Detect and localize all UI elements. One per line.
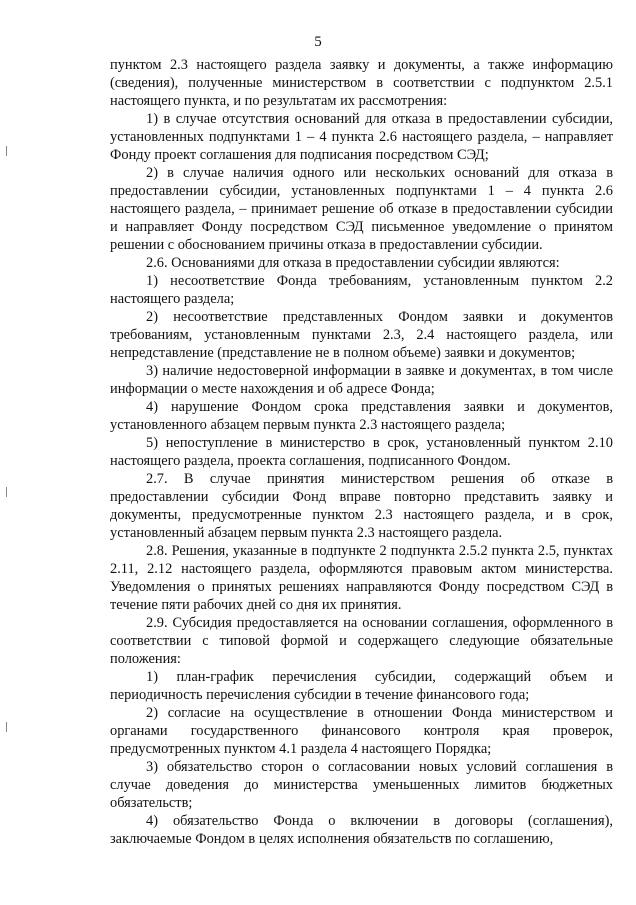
paragraph: 2) в случае наличия одного или нескольких оснований для отказа в предоставлении субсидии, установленных подпунктами 1 – 4 пункта 2.6 настоящего раздела, – принимает решение об отказе в предоставлении субсидии и направляет Фонду посредством СЭД письменное уведомление о принятом решении с обоснованием причины отказа в предоставлении субсидии.: [110, 165, 613, 253]
paragraph: 2) согласие на осуществление в отношении Фонда министерством и органами государственного финансового контроля края проверок, предусмотренных пунктом 4.1 раздела 4 настоящего Порядка;: [110, 705, 613, 757]
paragraph: 1) в случае отсутствия оснований для отказа в предоставлении субсидии, установленных подпунктами 1 – 4 пункта 2.6 настоящего раздела, – направляет Фонду проект соглашения для подписания посредством СЭД;: [110, 111, 613, 163]
paragraph: 3) обязательство сторон о согласовании новых условий соглашения в случае доведения до министерства уменьшенных лимитов бюджетных обязательств;: [110, 759, 613, 811]
paragraph: пунктом 2.3 настоящего раздела заявку и документы, а также информацию (сведения), полученные министерством в соответствии с подпунктом 2.5.1 настоящего пункта, и по результатам их рассмотрения:: [110, 57, 613, 109]
paragraph: 1) план-график перечисления субсидии, содержащий объем и периодичность перечисления субсидии в течение финансового года;: [110, 669, 613, 703]
margin-tick: [6, 487, 7, 497]
paragraph: 1) несоответствие Фонда требованиям, установленным пунктом 2.2 настоящего раздела;: [110, 273, 613, 307]
paragraph: 2) несоответствие представленных Фондом заявки и документов требованиям, установленным пунктами 2.3, 2.4 настоящего раздела, или непредставление (представление не в полном объеме) заявки и документов;: [110, 309, 613, 361]
paragraph: 4) обязательство Фонда о включении в договоры (соглашения), заключаемые Фондом в целях исполнения обязательств по соглашению,: [110, 813, 613, 847]
paragraph: 4) нарушение Фондом срока представления заявки и документов, установленного абзацем первым пункта 2.3 настоящего раздела;: [110, 399, 613, 433]
margin-tick: [6, 146, 7, 156]
paragraph: 3) наличие недостоверной информации в заявке и документах, в том числе информации о месте нахождения и об адресе Фонда;: [110, 363, 613, 397]
page-number: 5: [314, 34, 322, 50]
paragraph: 2.9. Субсидия предоставляется на основании соглашения, оформленного в соответствии с типовой формой и содержащего следующие обязательные положения:: [110, 615, 613, 667]
paragraph: 5) непоступление в министерство в срок, установленный пунктом 2.10 настоящего раздела, проекта соглашения, подписанного Фондом.: [110, 435, 613, 469]
paragraph: 2.6. Основаниями для отказа в предоставлении субсидии являются:: [146, 255, 560, 271]
margin-tick: [6, 722, 7, 732]
document-body: [110, 56, 613, 848]
paragraph: 2.7. В случае принятия министерством решения об отказе в предоставлении субсидии Фонд вправе повторно представить заявку и документы, предусмотренные пунктом 2.3 настоящего раздела, и в срок, установленный абзацем первым пункта 2.3 настоящего раздела.: [110, 471, 613, 541]
paragraph: 2.8. Решения, указанные в подпункте 2 подпункта 2.5.2 пункта 2.5, пунктах 2.11, 2.12 настоящего раздела, оформляются правовым актом министерства. Уведомления о принятых решениях направляются Фонду посредством СЭД в течение пяти рабочих дней со дня их принятия.: [110, 543, 613, 613]
